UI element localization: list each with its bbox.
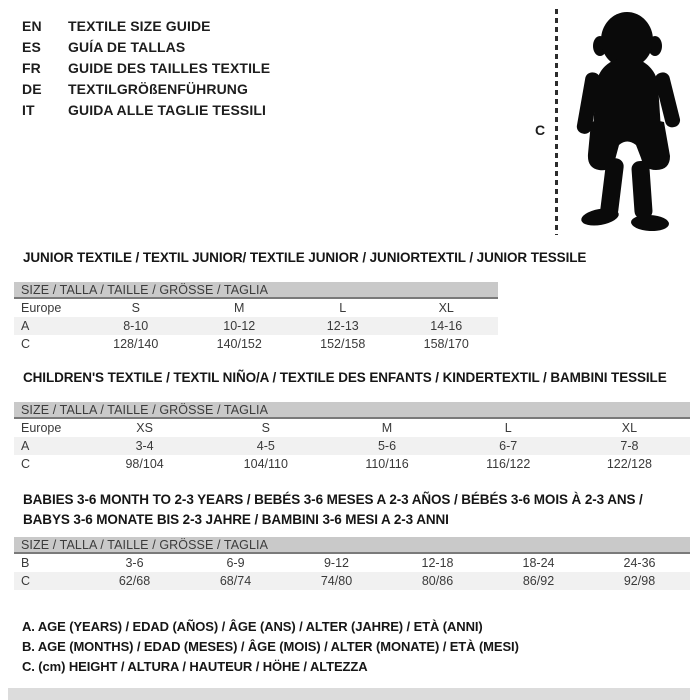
- language-code: DE: [22, 80, 42, 97]
- baby-figure: [528, 6, 694, 242]
- language-row: [22, 78, 270, 99]
- size-cell: L: [504, 421, 512, 435]
- size-cell: 152/158: [320, 337, 366, 351]
- table-row: [14, 317, 498, 335]
- size-cell: 104/110: [243, 457, 288, 471]
- language-title: GUIDE DES TAILLES TEXTILE: [68, 59, 271, 76]
- size-cell: XL: [621, 421, 638, 435]
- size-cell: 24-36: [623, 556, 656, 570]
- language-row: [22, 57, 270, 78]
- size-cell: XL: [438, 301, 454, 315]
- table-row: [14, 299, 498, 317]
- size-cell: L: [339, 301, 347, 315]
- table-size-header: SIZE / TALLA / TAILLE / GRÖSSE / TAGLIA: [14, 537, 690, 554]
- size-cell: 110/116: [365, 457, 409, 471]
- size-cell: 140/152: [216, 337, 262, 351]
- language-code: ES: [22, 38, 41, 55]
- size-table: [14, 402, 690, 473]
- size-cell: 158/170: [423, 337, 469, 351]
- size-table: [14, 282, 498, 353]
- size-table: [14, 537, 690, 590]
- toddler-silhouette-icon: [567, 10, 693, 238]
- size-cell: S: [261, 421, 270, 435]
- language-row: [22, 36, 270, 57]
- row-label: C: [21, 457, 31, 471]
- language-title: GUÍA DE TALLAS: [68, 38, 186, 55]
- footnote: B. AGE (MONTHS) / EDAD (MESES) / ÂGE (MOIS) / ALTER (MONATE) / ETÀ (MESI): [22, 639, 519, 654]
- footnote: A. AGE (YEARS) / EDAD (AÑOS) / ÂGE (ANS) / ALTER (JAHRE) / ETÀ (ANNI): [22, 619, 483, 634]
- size-cell: 62/68: [118, 574, 151, 588]
- table-title-line: CHILDREN'S TEXTILE / TEXTIL NIÑO/A / TEXTILE DES ENFANTS / KINDERTEXTIL / BAMBINI TESSILE: [23, 370, 667, 385]
- table-title: [14, 490, 690, 530]
- row-label: B: [21, 556, 30, 570]
- row-label: Europe: [21, 301, 62, 315]
- size-cell: 3-6: [125, 556, 144, 570]
- footnote: C. (cm) HEIGHT / ALTURA / HAUTEUR / HÖHE / ALTEZZA: [22, 659, 368, 674]
- size-cell: 3-4: [135, 439, 154, 453]
- tables-section: [14, 250, 690, 677]
- size-cell: M: [234, 301, 245, 315]
- language-title: TEXTILGRÖßENFÜHRUNG: [68, 80, 249, 97]
- bottom-partial-header-bar: [8, 688, 690, 700]
- size-cell: S: [131, 301, 140, 315]
- table-row: [14, 554, 690, 572]
- size-cell: 12-18: [421, 556, 454, 570]
- language-title: GUIDA ALLE TAGLIE TESSILI: [68, 101, 266, 118]
- table-title-line: BABYS 3-6 MONATE BIS 2-3 JAHRE / BAMBINI 3-6 MESI A 2-3 ANNI: [23, 512, 449, 527]
- size-cell: 128/140: [113, 337, 159, 351]
- row-label: Europe: [21, 421, 62, 435]
- row-label: A: [21, 439, 30, 453]
- table-title-line: JUNIOR TEXTILE / TEXTIL JUNIOR/ TEXTILE JUNIOR / JUNIORTEXTIL / JUNIOR TESSILE: [23, 250, 587, 265]
- footnotes: [14, 617, 690, 677]
- size-cell: 80/86: [421, 574, 454, 588]
- row-label: A: [21, 319, 30, 333]
- language-title: TEXTILE SIZE GUIDE: [68, 17, 211, 34]
- size-cell: 14-16: [430, 319, 463, 333]
- table-row: [14, 437, 690, 455]
- table-row: [14, 419, 690, 437]
- size-cell: 9-12: [323, 556, 350, 570]
- size-cell: M: [381, 421, 393, 435]
- size-cell: 92/98: [623, 574, 656, 588]
- table-size-header: SIZE / TALLA / TAILLE / GRÖSSE / TAGLIA: [14, 282, 498, 299]
- size-cell: 122/128: [606, 457, 652, 471]
- size-cell: 6-9: [226, 556, 245, 570]
- language-code: IT: [22, 101, 35, 118]
- language-code: FR: [22, 59, 41, 76]
- size-cell: 7-8: [620, 439, 639, 453]
- size-cell: 4-5: [256, 439, 275, 453]
- size-cell: XS: [136, 421, 153, 435]
- size-cell: 5-6: [377, 439, 397, 453]
- size-cell: 8-10: [123, 319, 149, 333]
- table-title: [14, 250, 690, 265]
- size-cell: 6-7: [499, 439, 518, 453]
- table-row: [14, 572, 690, 590]
- language-row: [22, 15, 270, 36]
- size-cell: 12-13: [326, 319, 359, 333]
- table-title-line: BABIES 3-6 MONTH TO 2-3 YEARS / BEBÉS 3-6 MESES A 2-3 AÑOS / BÉBÉS 3-6 MOIS À 2-3 ANS /: [23, 492, 643, 507]
- size-cell: 68/74: [219, 574, 252, 588]
- size-cell: 18-24: [522, 556, 555, 570]
- size-table-block: [14, 490, 690, 590]
- height-dashed-line: [555, 9, 558, 235]
- table-title: [14, 370, 690, 385]
- language-code: EN: [22, 17, 42, 34]
- table-size-header: SIZE / TALLA / TAILLE / GRÖSSE / TAGLIA: [14, 402, 690, 419]
- size-cell: 74/80: [320, 574, 353, 588]
- table-row: [14, 335, 498, 353]
- language-row: [22, 99, 270, 120]
- height-label-c: C: [535, 122, 546, 138]
- size-cell: 86/92: [522, 574, 555, 588]
- size-cell: 10-12: [223, 319, 256, 333]
- size-cell: 116/122: [486, 457, 531, 471]
- row-label: C: [21, 574, 31, 588]
- size-cell: 98/104: [125, 457, 164, 471]
- language-list: [22, 15, 270, 120]
- table-row: [14, 455, 690, 473]
- row-label: C: [21, 337, 31, 351]
- size-table-block: [14, 250, 690, 353]
- size-table-block: [14, 370, 690, 473]
